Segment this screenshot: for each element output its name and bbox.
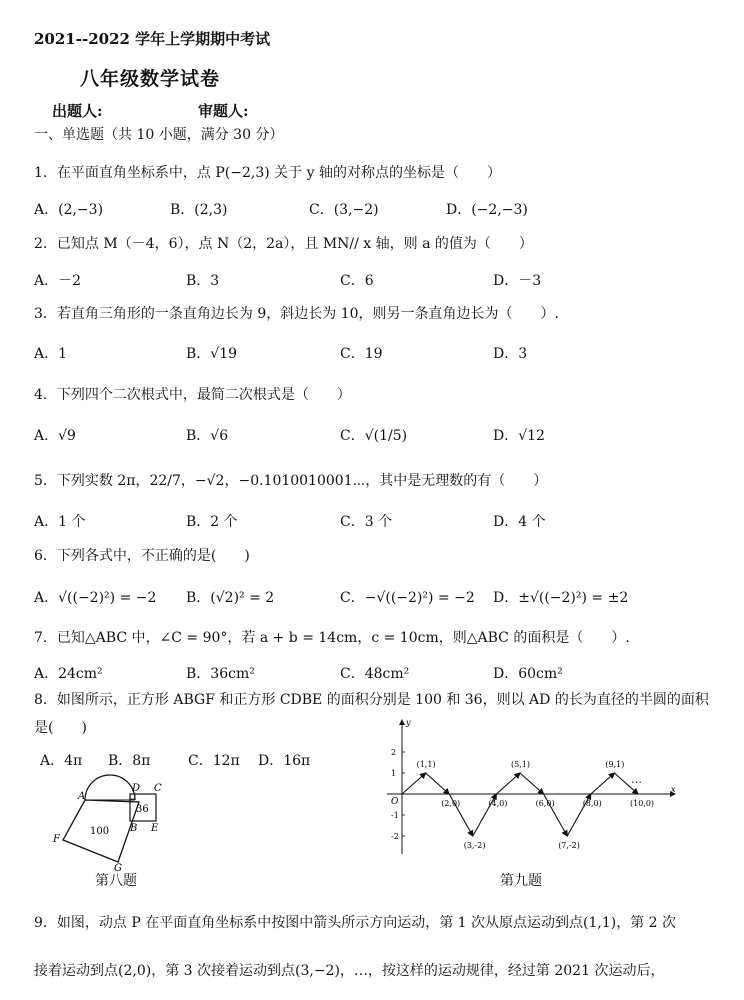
question-4-stem: 4．下列四个二次根式中，最简二次根式是（ ） xyxy=(34,387,351,403)
fig9-path-segment xyxy=(496,773,520,794)
fig9-y-tick-label: 1 xyxy=(391,769,397,778)
q3-option-a: A．1 xyxy=(34,346,68,362)
fig8-label-c: C xyxy=(154,783,162,794)
fig9-y-tick-label: -1 xyxy=(391,811,399,820)
exam-term-title: 2021--2022 学年上学期期中考试 xyxy=(34,30,271,48)
question-9-line-1: 9．如图，动点 P 在平面直角坐标系中按图中箭头所示方向运动，第 1 次从原点运动到点(1,1)，第 2 次 xyxy=(34,915,677,931)
fig8-label-b: B xyxy=(130,823,138,834)
q8-option-d: D．16π xyxy=(258,753,311,769)
q2-option-d: D．－3 xyxy=(493,273,542,289)
q6-option-a: A．√((−2)²) = −2 xyxy=(34,590,157,606)
question-9-line-2: 接着运动到点(2,0)，第 3 次接着运动到点(3,−2)，…，按这样的运动规律，经过第 2021 次运动后， xyxy=(34,963,665,979)
figure-9-path-graph xyxy=(385,716,685,858)
fig9-point-label: (2,0) xyxy=(441,799,461,808)
fig9-ellipsis: … xyxy=(631,773,642,786)
fig9-point-label: (5,1) xyxy=(511,760,530,769)
q5-option-b: B．2 个 xyxy=(186,514,238,530)
fig9-point-label: (1,1) xyxy=(416,760,436,769)
q6-option-c: C．−√((−2)²) = −2 xyxy=(340,590,475,606)
fig9-axis-y: y xyxy=(406,718,411,727)
question-3-stem: 3．若直角三角形的一条直角边长为 9，斜边长为 10，则另一条直角边长为（ ）. xyxy=(34,306,559,322)
fig9-path-segment xyxy=(591,773,615,794)
fig8-label-g: G xyxy=(114,863,122,872)
q4-option-b: B．√6 xyxy=(186,428,229,444)
q7-option-c: C．48cm² xyxy=(340,666,410,682)
q1-option-c: C．(3,−2) xyxy=(309,202,379,218)
q8-option-c: C．12π xyxy=(188,753,240,769)
fig8-area-big: 100 xyxy=(90,826,110,837)
fig9-path-segment xyxy=(402,773,426,794)
q1-option-d: D．(−2,−3) xyxy=(446,202,528,218)
q8-option-b: B．8π xyxy=(108,753,151,769)
q3-option-b: B．√19 xyxy=(186,346,238,362)
fig9-y-tick-label: 2 xyxy=(391,748,397,757)
fig8-area-small: 36 xyxy=(136,804,149,815)
fig9-axis-x: x xyxy=(671,785,676,794)
fig8-label-a: A xyxy=(78,791,86,802)
q4-option-a: A．√9 xyxy=(34,428,76,444)
q7-option-d: D．60cm² xyxy=(493,666,563,682)
question-8-stem-cont: 是( ) xyxy=(34,720,87,736)
question-6-stem: 6．下列各式中，不正确的是( ) xyxy=(34,548,250,564)
q5-option-d: D．4 个 xyxy=(493,514,546,530)
fig9-y-tick-label: -2 xyxy=(391,832,399,841)
question-8-stem: 8．如图所示，正方形 ABGF 和正方形 CDBE 的面积分别是 100 和 36，则以 AD 的长为直径的半圆的面积 xyxy=(34,692,709,708)
q3-option-d: D．3 xyxy=(493,346,528,362)
q2-option-c: C．6 xyxy=(340,273,374,289)
q2-option-a: A．－2 xyxy=(34,273,82,289)
question-7-stem: 7．已知△ABC 中，∠C = 90°，若 a + b = 14cm，c = 10cm，则△ABC 的面积是（ ）. xyxy=(34,630,630,646)
fig9-point-label: (4,0) xyxy=(488,799,508,808)
question-5-stem: 5．下列实数 2π，22/7，−√2，−0.1010010001⋯，其中是无理数的有（ ） xyxy=(34,473,548,489)
q7-option-b: B．36cm² xyxy=(186,666,255,682)
q7-option-a: A．24cm² xyxy=(34,666,103,682)
fig9-point-label: (6,0) xyxy=(535,799,555,808)
q4-option-d: D．√12 xyxy=(493,428,545,444)
q1-option-a: A．(2,−3) xyxy=(34,202,104,218)
q5-option-c: C．3 个 xyxy=(340,514,393,530)
q1-option-b: B．(2,3) xyxy=(170,202,228,218)
fig9-path-segment xyxy=(520,773,544,794)
fig9-origin: O xyxy=(391,797,399,807)
question-1-stem: 1．在平面直角坐标系中，点 P(−2,3) 关于 y 轴的对称点的坐标是（ ） xyxy=(34,165,501,181)
fig9-path-segment xyxy=(426,773,450,794)
fig9-point-label: (7,-2) xyxy=(558,841,580,850)
fig9-point-label: (9,1) xyxy=(605,760,625,769)
reviewer-label: 审题人: xyxy=(198,102,249,120)
q2-option-b: B．3 xyxy=(186,273,220,289)
setter-label: 出题人: xyxy=(52,102,103,120)
fig9-point-label: (3,-2) xyxy=(463,841,486,850)
q5-option-a: A．1 个 xyxy=(34,514,86,530)
fig9-point-label: (8,0) xyxy=(582,799,602,808)
q4-option-c: C．√(1/5) xyxy=(340,428,408,444)
exam-paper-title: 八年级数学试卷 xyxy=(80,68,221,90)
q6-option-d: D．±√((−2)²) = ±2 xyxy=(493,590,629,606)
figure-9-caption: 第九题 xyxy=(500,873,542,889)
figure-8-squares xyxy=(48,772,178,872)
q3-option-c: C．19 xyxy=(340,346,383,362)
fig8-label-e: E xyxy=(151,823,159,834)
figure-8-caption: 第八题 xyxy=(95,873,137,889)
question-2-stem: 2．已知点 M（－4，6），点 N（2，2a），且 MN// x 轴，则 a 的值为（ ） xyxy=(34,236,533,252)
fig8-label-f: F xyxy=(53,834,60,845)
author-line xyxy=(52,100,249,121)
q6-option-b: B．(√2)² = 2 xyxy=(186,590,275,606)
section-heading: 一、单选题（共 10 小题，满分 30 分） xyxy=(34,127,284,143)
fig8-label-d: D xyxy=(132,783,141,794)
q8-option-a: A．4π xyxy=(40,753,83,769)
fig9-point-label: (10,0) xyxy=(630,799,655,808)
